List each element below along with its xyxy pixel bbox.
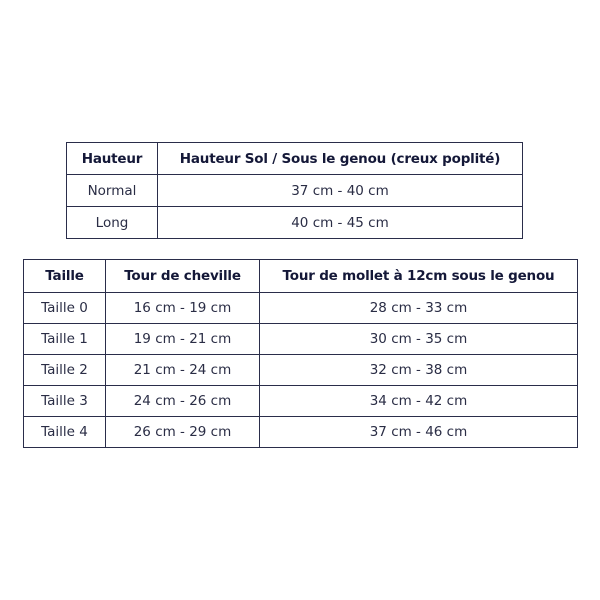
table-cell: 24 cm - 26 cm (106, 386, 260, 417)
table-cell: 30 cm - 35 cm (260, 324, 578, 355)
column-header-hauteur-sol: Hauteur Sol / Sous le genou (creux poplité) (158, 143, 523, 175)
column-header-tour-de-mollet: Tour de mollet à 12cm sous le genou (260, 260, 578, 293)
table-cell: 40 cm - 45 cm (158, 207, 523, 239)
table-cell: Long (67, 207, 158, 239)
table-row (67, 175, 523, 207)
table-row (24, 355, 578, 386)
table-cell: 16 cm - 19 cm (106, 293, 260, 324)
table-row (24, 324, 578, 355)
column-header-hauteur: Hauteur (67, 143, 158, 175)
table-cell: 28 cm - 33 cm (260, 293, 578, 324)
table-cell: Taille 1 (24, 324, 106, 355)
table-header-row (24, 260, 578, 293)
table-cell: 37 cm - 46 cm (260, 417, 578, 448)
table-row (67, 207, 523, 239)
table-cell: Taille 4 (24, 417, 106, 448)
table-header-row (67, 143, 523, 175)
table-cell: Taille 2 (24, 355, 106, 386)
table-cell: 19 cm - 21 cm (106, 324, 260, 355)
column-header-taille: Taille (24, 260, 106, 293)
table-row (24, 417, 578, 448)
table-cell: Taille 0 (24, 293, 106, 324)
table-cell: 37 cm - 40 cm (158, 175, 523, 207)
height-table (66, 142, 523, 239)
column-header-tour-de-cheville: Tour de cheville (106, 260, 260, 293)
table-row (24, 293, 578, 324)
size-table (23, 259, 578, 448)
table-cell: Taille 3 (24, 386, 106, 417)
table-cell: 32 cm - 38 cm (260, 355, 578, 386)
table-cell: 26 cm - 29 cm (106, 417, 260, 448)
table-cell: 34 cm - 42 cm (260, 386, 578, 417)
table-cell: Normal (67, 175, 158, 207)
table-cell: 21 cm - 24 cm (106, 355, 260, 386)
table-row (24, 386, 578, 417)
